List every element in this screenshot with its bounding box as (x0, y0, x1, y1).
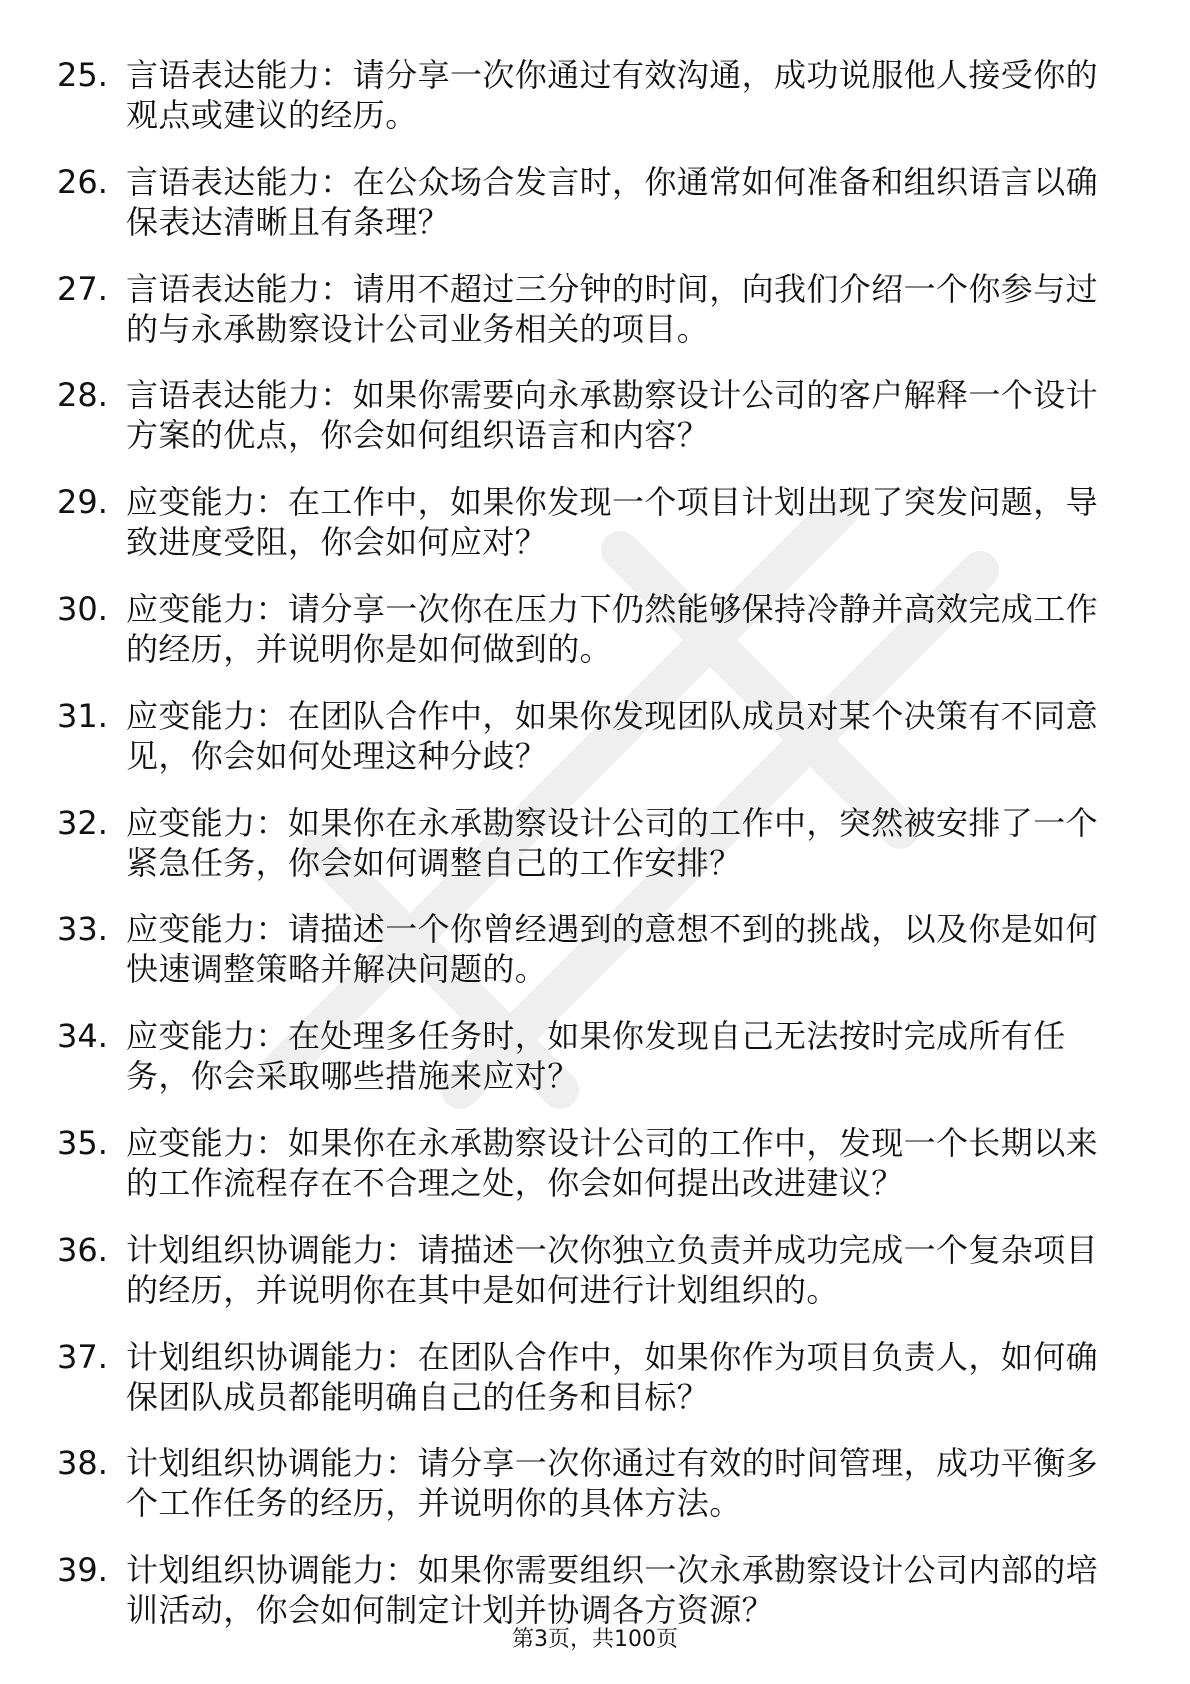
question-number: 39. (57, 1551, 108, 1590)
question-item (0, 269, 1190, 376)
question-text: 应变能力：请描述一个你曾经遇到的意想不到的挑战，以及你是如何快速调整策略并解决问题的。 (126, 910, 1099, 989)
question-text: 应变能力：在团队合作中，如果你发现团队成员对某个决策有不同意见，你会如何处理这种分歧？ (126, 696, 1099, 775)
question-item (0, 1123, 1190, 1230)
question-item (0, 482, 1190, 589)
question-number: 38. (57, 1444, 108, 1483)
question-number: 34. (57, 1017, 108, 1056)
question-item (0, 1016, 1190, 1123)
question-item (0, 803, 1190, 910)
question-text: 言语表达能力：如果你需要向永承勘察设计公司的客户解释一个设计方案的优点，你会如何组织语言和内容？ (126, 376, 1099, 455)
question-number: 29. (57, 483, 108, 522)
question-item (0, 589, 1190, 696)
question-text: 计划组织协调能力：如果你需要组织一次永承勘察设计公司内部的培训活动，你会如何制定计划并协调各方资源？ (126, 1551, 1099, 1630)
question-text: 应变能力：请分享一次你在压力下仍然能够保持冷静并高效完成工作的经历，并说明你是如何做到的。 (126, 589, 1099, 668)
question-text: 应变能力：在处理多任务时，如果你发现自己无法按时完成所有任务，你会采取哪些措施来应对？ (126, 1017, 1066, 1096)
question-text: 应变能力：如果你在永承勘察设计公司的工作中，发现一个长期以来的工作流程存在不合理之处，你会如何提出改进建议？ (126, 1123, 1099, 1202)
question-item (0, 909, 1190, 1016)
question-text: 言语表达能力：请分享一次你通过有效沟通，成功说服他人接受你的观点或建议的经历。 (126, 56, 1099, 134)
question-text: 应变能力：在工作中，如果你发现一个项目计划出现了突发问题，导致进度受阻，你会如何应对？ (126, 483, 1099, 562)
question-number: 25. (57, 56, 108, 94)
question-item (0, 1337, 1190, 1444)
question-item (0, 162, 1190, 269)
question-number: 31. (57, 696, 108, 735)
question-list (0, 55, 1190, 1657)
question-item (0, 375, 1190, 482)
question-text: 计划组织协调能力：请描述一次你独立负责并成功完成一个复杂项目的经历，并说明你在其中是如何进行计划组织的。 (126, 1230, 1099, 1309)
question-item (0, 1443, 1190, 1550)
question-item (0, 696, 1190, 803)
question-number: 27. (57, 269, 108, 308)
question-number: 26. (57, 162, 108, 201)
question-number: 33. (57, 910, 108, 949)
question-number: 37. (57, 1337, 108, 1376)
question-item (0, 55, 1190, 162)
question-number: 35. (57, 1123, 108, 1162)
question-number: 32. (57, 803, 108, 842)
question-item (0, 1230, 1190, 1337)
question-text: 计划组织协调能力：请分享一次你通过有效的时间管理，成功平衡多个工作任务的经历，并说明你的具体方法。 (126, 1444, 1099, 1523)
question-number: 30. (57, 589, 108, 628)
question-text: 计划组织协调能力：在团队合作中，如果你作为项目负责人，如何确保团队成员都能明确自己的任务和目标？ (126, 1337, 1099, 1416)
question-text: 应变能力：如果你在永承勘察设计公司的工作中，突然被安排了一个紧急任务，你会如何调整自己的工作安排？ (126, 803, 1099, 882)
question-text: 言语表达能力：在公众场合发言时，你通常如何准备和组织语言以确保表达清晰且有条理？ (126, 162, 1099, 241)
question-text: 言语表达能力：请用不超过三分钟的时间，向我们介绍一个你参与过的与永承勘察设计公司业务相关的项目。 (126, 269, 1099, 348)
question-number: 36. (57, 1230, 108, 1269)
question-number: 28. (57, 376, 108, 415)
page-footer: 第3页，共100页 (512, 1627, 678, 1652)
